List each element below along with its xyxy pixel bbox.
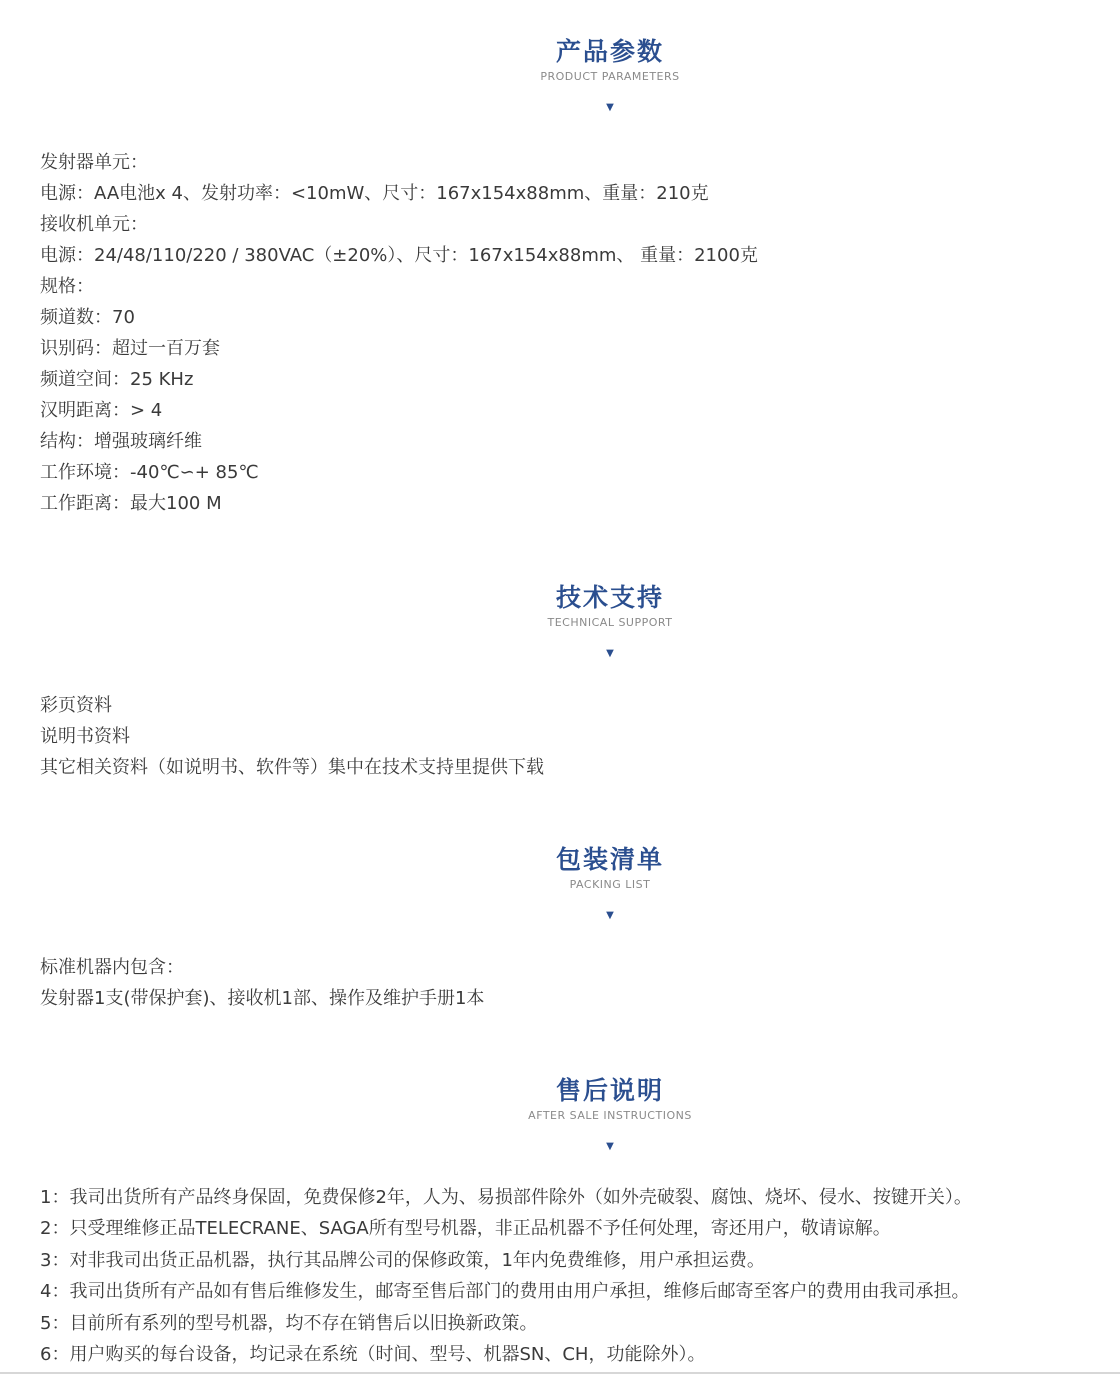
triangle-down-icon: ▼ bbox=[606, 102, 614, 113]
params-line: 结构：增强玻璃纤维 bbox=[40, 431, 202, 452]
section-header-after-sale bbox=[0, 1076, 1120, 1153]
section-subtitle: PACKING LIST bbox=[569, 878, 651, 891]
section-title: 售后说明 bbox=[555, 1076, 664, 1105]
section-title: 技术支持 bbox=[555, 583, 664, 612]
after-sale-line: 1：我司出货所有产品终身保固，免费保修2年，人为、易损部件除外（如外壳破裂、腐蚀、烧坏、侵水、按键开关）。 bbox=[40, 1187, 972, 1208]
after-sale-line: 2：只受理维修正品TELECRANE、SAGA所有型号机器，非正品机器不予任何处理，寄还用户，敬请谅解。 bbox=[40, 1218, 891, 1240]
params-line: 工作距离：最大100 M bbox=[40, 493, 222, 514]
params-line: 工作环境：-40℃∽+ 85℃ bbox=[40, 462, 259, 483]
params-line: 识别码：超过一百万套 bbox=[40, 338, 220, 359]
support-line: 彩页资料 bbox=[40, 695, 112, 716]
section-header-params bbox=[0, 37, 1120, 114]
after-sale-line: 4：我司出货所有产品如有售后维修发生，邮寄至售后部门的费用由用户承担，维修后邮寄至客户的费用由我司承担。 bbox=[40, 1281, 970, 1303]
section-subtitle: TECHNICAL SUPPORT bbox=[547, 616, 673, 629]
params-line: 规格： bbox=[40, 276, 94, 297]
after-sale-line: 6：用户购买的每台设备，均记录在系统（时间、型号、机器SN、CH，功能除外）。 bbox=[40, 1344, 706, 1366]
section-title: 包装清单 bbox=[555, 845, 664, 874]
support-line: 其它相关资料（如说明书、软件等）集中在技术支持里提供下载 bbox=[40, 757, 544, 778]
packing-body bbox=[40, 952, 1080, 1014]
support-body bbox=[40, 690, 1080, 783]
params-line: 电源：AA电池x 4、发射功率：<10mW、尺寸：167x154x88mm、重量：210克 bbox=[40, 183, 709, 204]
section-title: 产品参数 bbox=[555, 37, 664, 66]
packing-line: 标准机器内包含： bbox=[40, 957, 184, 978]
params-body bbox=[40, 147, 1080, 519]
params-line: 发射器单元： bbox=[40, 152, 148, 173]
params-line: 频道数：70 bbox=[40, 307, 135, 328]
section-header-packing bbox=[0, 845, 1120, 922]
triangle-down-icon: ▼ bbox=[606, 1141, 614, 1152]
support-line: 说明书资料 bbox=[40, 726, 130, 747]
params-line: 电源：24/48/110/220 / 380VAC（±20%）、尺寸：167x154x88mm、 重量：2100克 bbox=[40, 245, 758, 266]
params-line: 接收机单元： bbox=[40, 214, 148, 235]
triangle-down-icon: ▼ bbox=[606, 648, 614, 659]
packing-line: 发射器1支(带保护套)、接收机1部、操作及维护手册1本 bbox=[40, 988, 485, 1009]
after-sale-body bbox=[40, 1182, 1080, 1370]
after-sale-line: 3：对非我司出货正品机器，执行其品牌公司的保修政策，1年内免费维修，用户承担运费。 bbox=[40, 1249, 765, 1271]
section-subtitle: PRODUCT PARAMETERS bbox=[540, 70, 680, 83]
triangle-down-icon: ▼ bbox=[606, 910, 614, 921]
section-header-support bbox=[0, 583, 1120, 660]
params-line: 汉明距离：> 4 bbox=[40, 400, 163, 421]
section-subtitle: AFTER SALE INSTRUCTIONS bbox=[528, 1109, 692, 1122]
params-line: 频道空间：25 KHz bbox=[40, 369, 194, 390]
after-sale-line: 5：目前所有系列的型号机器，均不存在销售后以旧换新政策。 bbox=[40, 1312, 538, 1334]
